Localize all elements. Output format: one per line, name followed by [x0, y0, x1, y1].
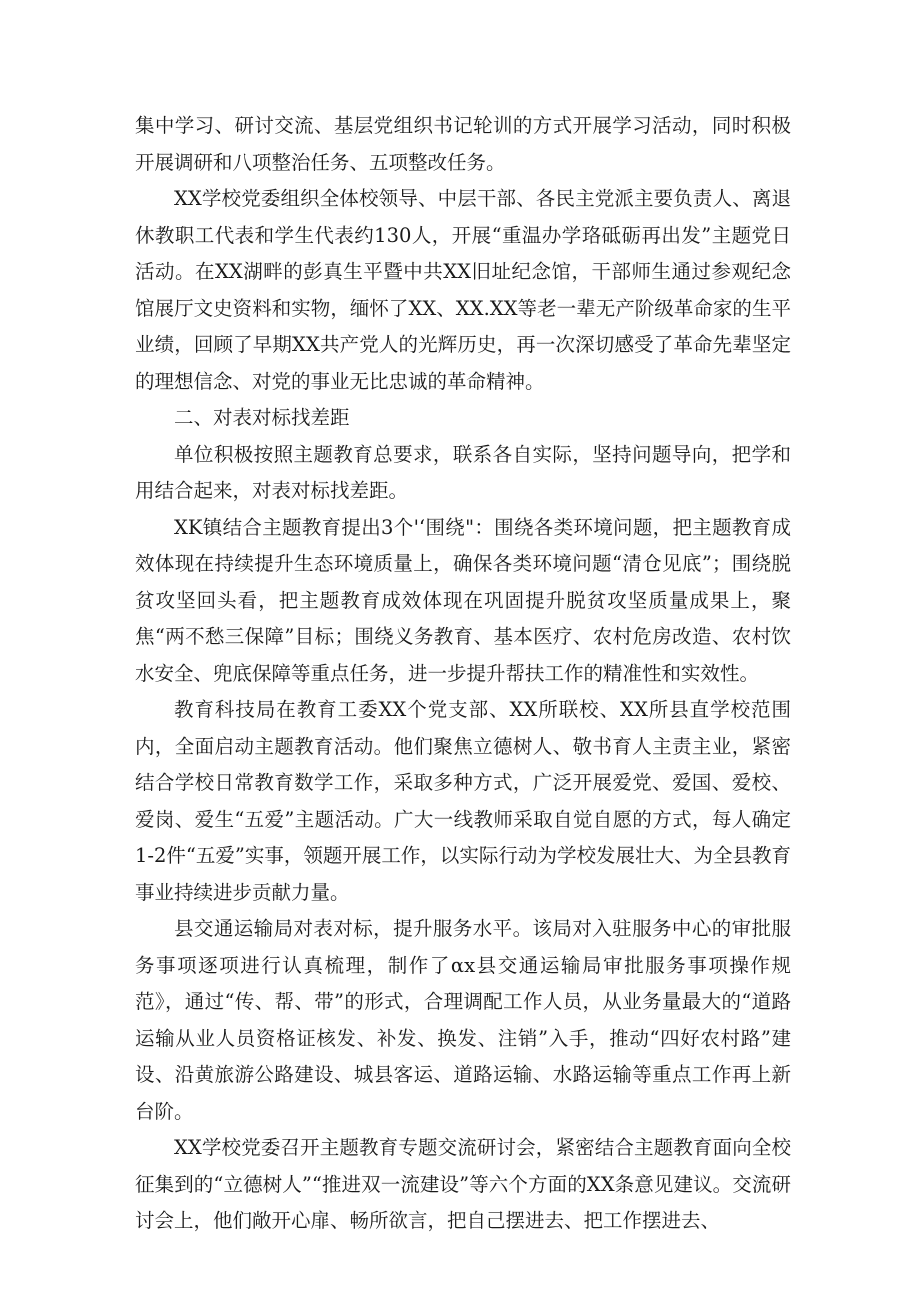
paragraph-transport-bureau: 县交通运输局对表对标，提升服务水平。该局对入驻服务中心的审批服务事项逐项进行认真梳理，制作了αx县交通运输局审批服务事项操作规范》，通过“传、帮、带”的形式，合理调配工作人员，从业务量最大的“道路运输从业人员资格证核发、补发、换发、注销”入手，推动“四好农村路”建设、沿黄旅游公路建设、城县客运、道路运输、水路运输等重点工作再上新台阶。: [135, 917, 791, 1123]
paragraph-benchmark-intro: 单位积极按照主题教育总要求，联系各自实际，坚持问题导向，把学和用结合起来，对表对标找差距。: [135, 442, 791, 502]
section-heading: 二、对表对标找差距: [174, 406, 350, 429]
paragraph-seminar: XX学校党委召开主题教育专题交流研讨会，紧密结合主题教育面向全校征集到的“立德树人”“推进双一流建设”等六个方面的XX条意见建议。交流研讨会上，他们敞开心扉、畅所欲言，把自己摆进去、把工作摆进去、: [135, 1136, 791, 1232]
paragraph-party-day-activity: XX学校党委组织全体校领导、中层干部、各民主党派主要负责人、离退休教职工代表和学生代表约130人，开展“重温办学珞砥砺再出发”主题党日活动。在XX湖畔的彭真生平暨中共XX旧址纪念馆，干部师生通过参观纪念馆展厅文史资料和实物，缅怀了XX、XX.XX等老一辈无产阶级革命家的生平业绩，回顾了早期XX共产党人的光辉历史，再一次深切感受了革命先辈坚定的理想信念、对党的事业无比忠诚的革命精神。: [135, 187, 791, 393]
paragraph-education-bureau: 教育科技局在教育工委XX个党支部、XX所联校、XX所县直学校范围内，全面启动主题教育活动。他们聚焦立德树人、敬书育人主责主业，紧密结合学校日常教育数学工作，采取多种方式，广泛开展爱党、爱国、爱校、爱岗、爱生“五爱”主题活动。广大一线教师采取自觉自愿的方式，每人确定1-2件“五爱”实事，领题开展工作，以实际行动为学校发展壮大、为全县教育事业持续进步贡献力量。: [135, 698, 791, 904]
paragraph-continuation: 集中学习、研讨交流、基层党组织书记轮训的方式开展学习活动，同时积极开展调研和八项整治任务、五项整改任务。: [135, 114, 791, 174]
paragraph-town-three-focus: XK镇结合主题教育提出3个'‘围绕"：围绕各类环境问题，把主题教育成效体现在持续提升生态环境质量上，确保各类环境问题“清仓见底”；围绕脱贫攻坚回头看，把主题教育成效体现在巩固提升脱贫攻坚质量成果上，聚焦“两不愁三保障”目标；围绕义务教育、基本医疗、农村危房改造、农村饮水安全、兜底保障等重点任务，进一步提升帮扶工作的精准性和实效性。: [135, 515, 791, 685]
